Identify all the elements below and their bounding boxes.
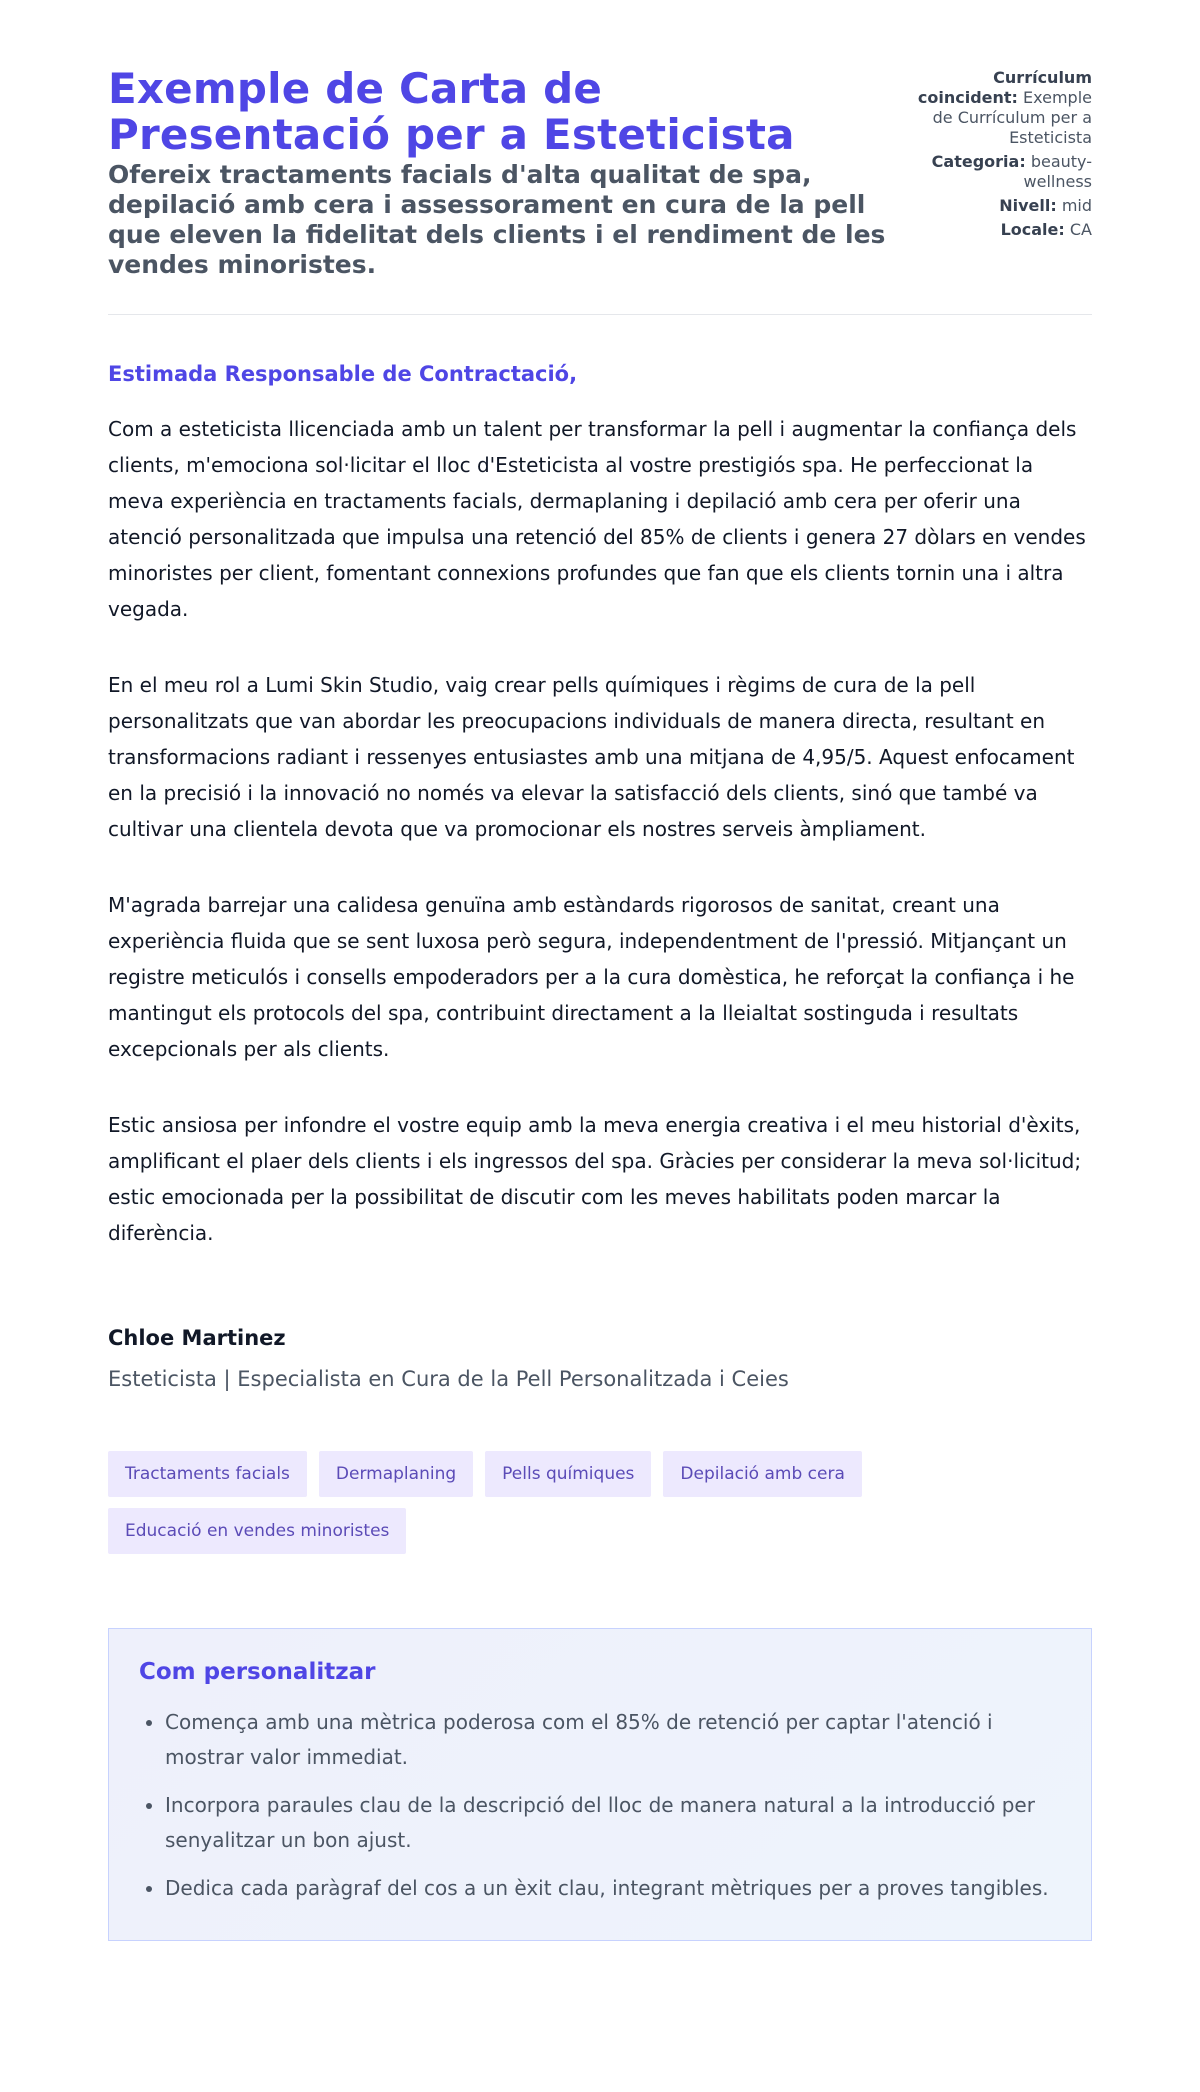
skill-tag: Dermaplaning — [319, 1451, 473, 1497]
letter-paragraph: En el meu rol a Lumi Skin Studio, vaig crear pells químiques i règims de cura de la pell personalitzats que van abordar les preocupacions individuals de manera directa, resultant en transformacions radiant i ressenyes entusiastes amb una mitjana de 4,95/5. Aquest enfocament en la precisió i la innovació no només va elevar la satisfacció dels clients, sinó que també va cultivar una clientela devota que va promocionar els nostres serveis àmpliament. — [108, 673, 1075, 841]
tips-list — [139, 1705, 1061, 1906]
letter-paragraph: M'agrada barrejar una calidesa genuïna amb estàndards rigorosos de sanitat, creant una experiència fluida que se sent luxosa però segura, independentment de l'pressió. Mitjançant un registre meticulós i consells empoderadors per a la cura domèstica, he reforçat la confiança i he mantingut els protocols del spa, contribuint directament a la lleialtat sostinguda i resultats excepcionals per als clients. — [108, 893, 1075, 1061]
tip-item: • Incorpora paraules clau de la descripció del lloc de manera natural a la introducció per senyalitzar un bon ajust. — [165, 1788, 1061, 1858]
meta-label-category: Categoria: — [931, 152, 1026, 171]
skill-tag: Pells químiques — [485, 1451, 651, 1497]
meta-value-level: mid — [1061, 196, 1092, 215]
meta-matching-resume — [902, 68, 1092, 148]
letter-paragraph: Estic ansiosa per infondre el vostre equip amb la meva energia creativa i el meu historial d'èxits, amplificant el plaer dels clients i els ingressos del spa. Gràcies per considerar la meva sol·licitud; estic emocionada per la possibilitat de discutir com les meves habilitats poden marcar la diferència. — [108, 1113, 1082, 1245]
skill-tag: Tractaments facials — [108, 1451, 307, 1497]
meta-value-locale: CA — [1069, 220, 1092, 239]
meta-label-locale: Locale: — [1000, 220, 1065, 239]
tips-title: Com personalitzar — [139, 1659, 376, 1685]
meta-label-level: Nivell: — [999, 196, 1057, 215]
letter-paragraph: Com a esteticista llicenciada amb un talent per transformar la pell i augmentar la confiança dels clients, m'emociona sol·licitar el lloc d'Esteticista al vostre prestigiós spa. He perfeccionat la meva experiència en tractaments facials, dermaplaning i depilació amb cera per oferir una atenció personalitzada que impulsa una retenció del 85% de clients i genera 27 dòlars en vendes minoristes per client, fomentant connexions profundes que fan que els clients tornin una i altra vegada. — [108, 417, 1086, 621]
meta-label-resume: Currículum coincident: — [917, 68, 1092, 107]
page-subtitle: Ofereix tractaments facials d'alta qualitat de spa, depilació amb cera i assessorament en cura de la pell que eleven la fidelitat dels clients i el rendiment de les vendes minoristes. — [108, 160, 886, 279]
signature-role: Esteticista | Especialista en Cura de la Pell Personalitzada i Ceies — [108, 1367, 789, 1391]
meta-value-resume: Exemple de Currículum per a Esteticista — [932, 88, 1092, 147]
letter-body — [108, 361, 1092, 1393]
meta-locale — [902, 220, 1092, 240]
metadata-panel — [902, 66, 1092, 244]
skill-tags — [108, 1451, 908, 1554]
skill-tag: Educació en vendes minoristes — [108, 1508, 406, 1554]
tip-item: • Dedica cada paràgraf del cos a un èxit clau, integrant mètriques per a proves tangibles. — [165, 1871, 1061, 1906]
page-title: Exemple de Carta de Presentació per a Esteticista — [108, 64, 795, 159]
signature-block — [108, 1325, 1092, 1393]
customization-tips-box — [108, 1628, 1092, 1941]
meta-value-category: beauty-wellness — [1023, 152, 1092, 191]
meta-category — [902, 152, 1092, 192]
meta-level — [902, 196, 1092, 216]
page-header — [108, 66, 1092, 315]
skill-tag: Depilació amb cera — [663, 1451, 861, 1497]
tip-item: • Comença amb una mètrica poderosa com el 85% de retenció per captar l'atenció i mostrar valor immediat. — [165, 1705, 1061, 1775]
letter-salutation: Estimada Responsable de Contractació, — [108, 362, 578, 386]
header-titles — [108, 66, 898, 280]
signature-name: Chloe Martinez — [108, 1326, 286, 1350]
